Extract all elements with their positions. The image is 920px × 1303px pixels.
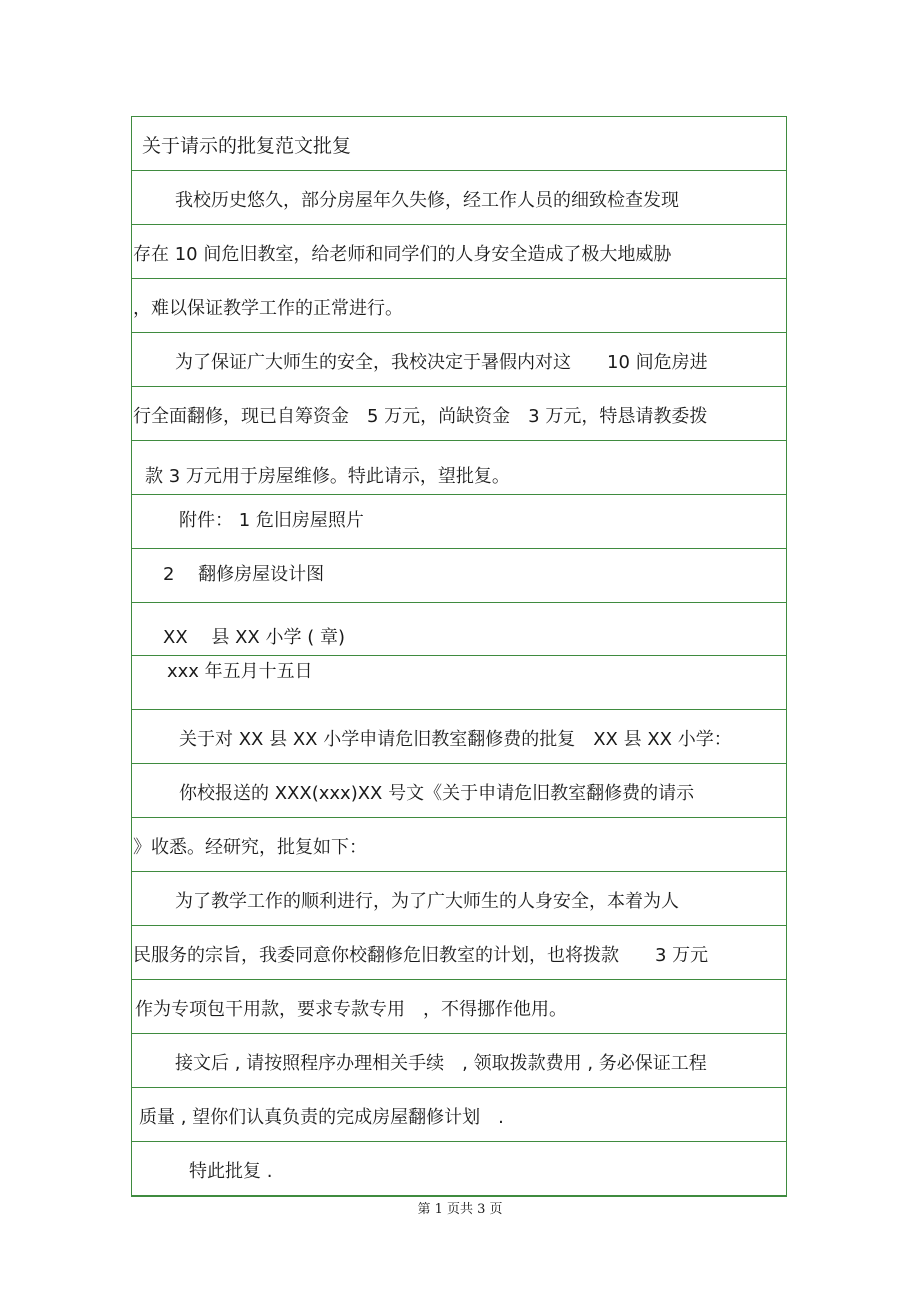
attachment-line: 2 翻修房屋设计图 (163, 564, 325, 585)
document-table (131, 116, 787, 1197)
text-line: 质量 , 望你们认真负责的完成房屋翻修计划 . (139, 1107, 504, 1128)
text-line: 民服务的宗旨，我委同意你校翻修危旧教室的计划，也将拨款 3 万元 (133, 945, 709, 966)
closing-line: 特此批复 . (189, 1161, 273, 1182)
attachment-row (132, 548, 786, 602)
text-row (132, 763, 786, 817)
text-row (132, 170, 786, 224)
text-row (132, 332, 786, 386)
text-row (132, 278, 786, 332)
text-row (132, 925, 786, 979)
text-row (132, 1033, 786, 1087)
text-row (132, 871, 786, 925)
text-row (132, 979, 786, 1033)
attachment-line: 附件： 1 危旧房屋照片 (179, 510, 364, 531)
text-line: 》收悉。经研究，批复如下： (133, 837, 367, 858)
text-row (132, 224, 786, 278)
text-line: 我校历史悠久，部分房屋年久失修，经工作人员的细致检查发现 (175, 190, 679, 211)
text-line: 为了教学工作的顺利进行，为了广大师生的人身安全，本着为人 (175, 891, 679, 912)
signature-line: XX 县 XX 小学 ( 章) (163, 627, 345, 648)
attachment-row (132, 494, 786, 548)
text-line: 你校报送的 XXX(xxx)XX 号文《关于申请危旧教室翻修费的请示 (179, 783, 695, 804)
text-row (132, 709, 786, 763)
text-line: 接文后 , 请按照程序办理相关手续 , 领取拨款费用 , 务必保证工程 (175, 1053, 707, 1074)
text-row (132, 1087, 786, 1141)
text-line: 为了保证广大师生的安全，我校决定于暑假内对这 10 间危房进 (175, 352, 708, 373)
date-line: xxx 年五月十五日 (167, 661, 313, 682)
signature-row (132, 602, 786, 655)
page-number: 第 1 页共 3 页 (417, 1202, 503, 1217)
document-title-row (132, 117, 786, 170)
text-row (132, 1141, 786, 1195)
text-row (132, 817, 786, 871)
text-row (132, 386, 786, 440)
date-row (132, 655, 786, 709)
document-title: 关于请示的批复范文批复 (142, 135, 352, 157)
text-line: 款 3 万元用于房屋维修。特此请示，望批复。 (145, 466, 510, 487)
reply-heading-line: 关于对 XX 县 XX 小学申请危旧教室翻修费的批复 XX 县 XX 小学： (179, 729, 732, 750)
text-line: 作为专项包干用款，要求专款专用 ，不得挪作他用。 (135, 999, 567, 1020)
text-row (132, 440, 786, 494)
text-line: 行全面翻修，现已自筹资金 5 万元，尚缺资金 3 万元，特恳请教委拨 (133, 406, 708, 427)
text-line: ，难以保证教学工作的正常进行。 (133, 298, 403, 319)
text-line: 存在 10 间危旧教室，给老师和同学们的人身安全造成了极大地威胁 (133, 244, 672, 265)
